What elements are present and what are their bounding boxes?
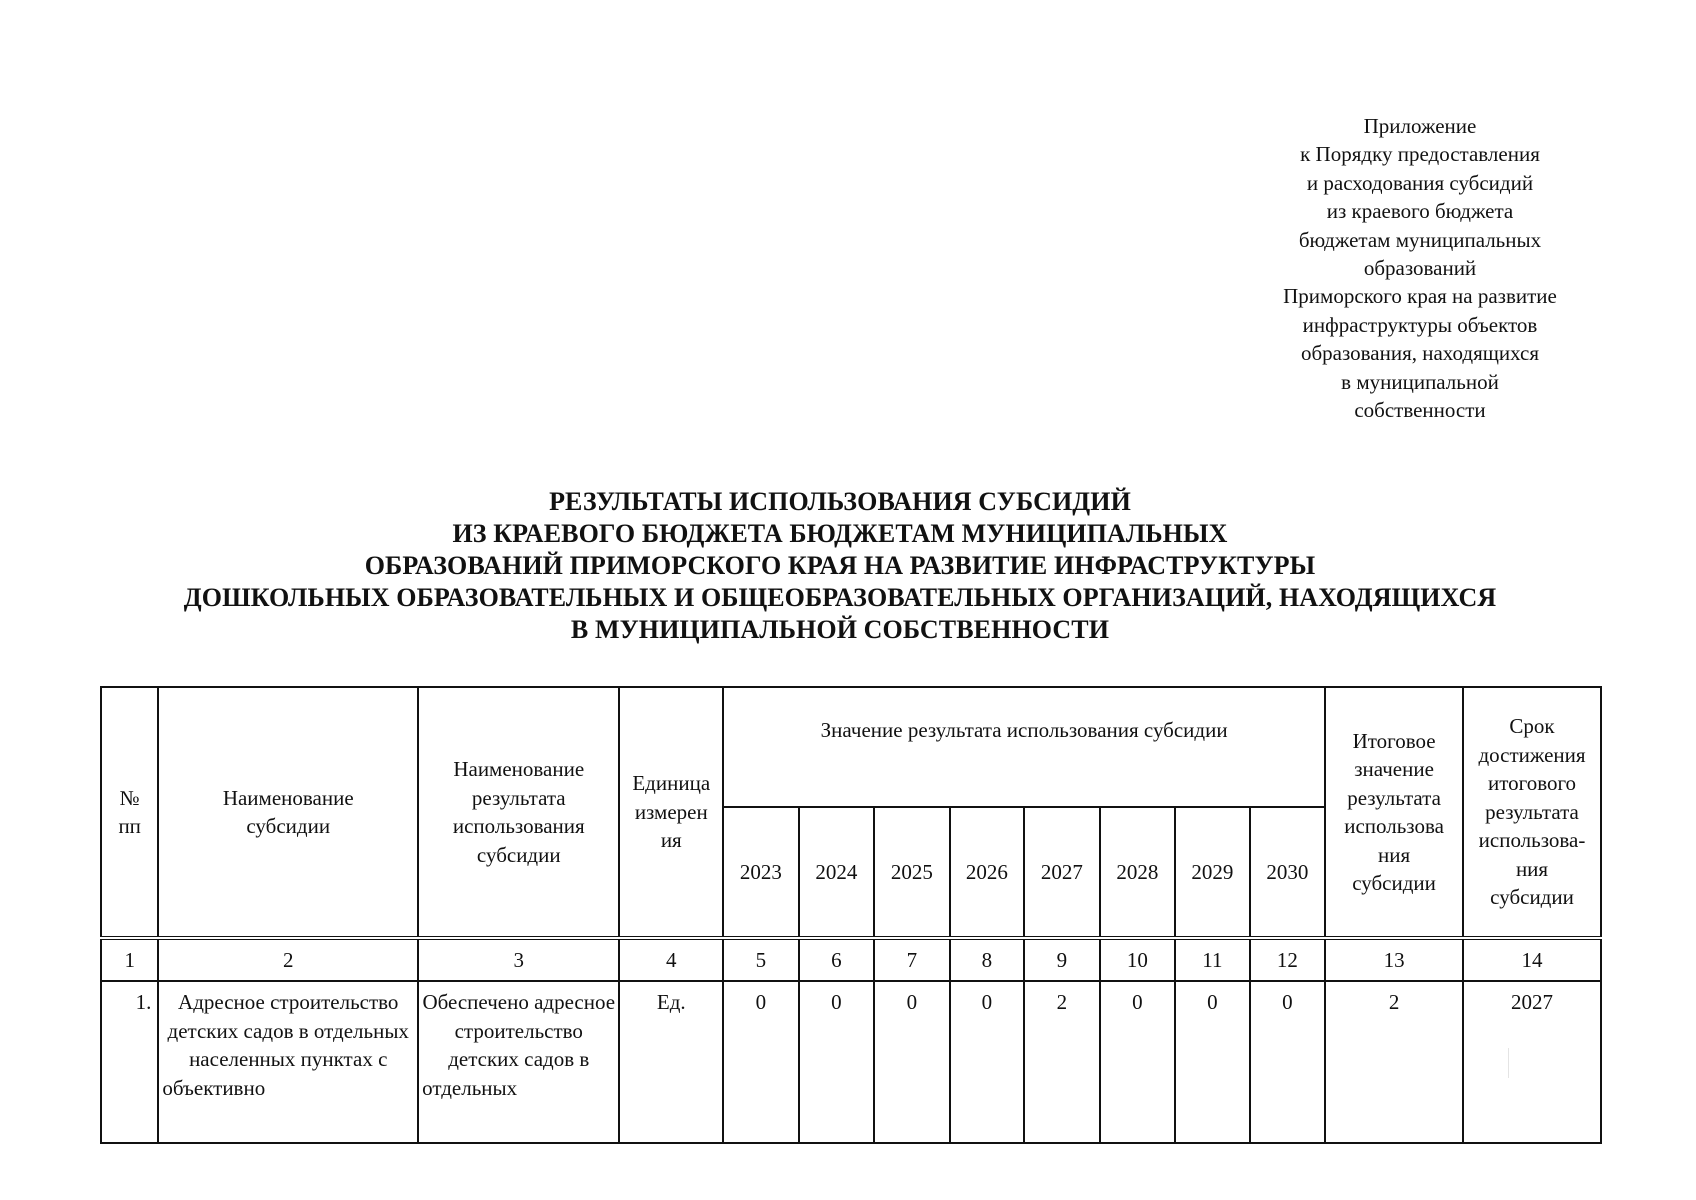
row-unit: Ед.: [619, 981, 723, 1143]
appendix-line: образований: [1363, 256, 1477, 281]
appendix-line: бюджетам муниципальных: [1298, 227, 1542, 252]
header-text: субсидии: [1352, 871, 1436, 895]
column-number: 11: [1175, 938, 1249, 981]
header-text: итогового: [1487, 771, 1577, 796]
row-value-2026: 0: [950, 981, 1024, 1143]
header-unit: [619, 687, 723, 938]
row-value-2023: 0: [723, 981, 799, 1143]
row-value-2025: 0: [874, 981, 950, 1143]
header-text: результата: [1485, 799, 1579, 824]
header-row: [101, 687, 1601, 807]
column-number: 9: [1024, 938, 1100, 981]
header-text: субсидии: [246, 814, 331, 838]
title-line: ОБРАЗОВАНИЙ ПРИМОРСКОГО КРАЯ НА РАЗВИТИЕ ИНФРАСТРУКТУРЫ: [364, 551, 1316, 580]
column-number: 7: [874, 938, 950, 981]
appendix-line: образования, находящихся: [1300, 341, 1540, 366]
header-year: 2029: [1175, 807, 1249, 938]
column-numbers-row: [101, 938, 1601, 981]
appendix-line: к Порядку предоставления: [1300, 142, 1540, 167]
results-table: [100, 686, 1602, 1144]
row-result-name: Обеспечено адресное строительство детских садов в отдельных: [418, 981, 619, 1143]
row-subsidy-name: Адресное строительство детских садов в отдельных населенных пунктах с объективно: [158, 981, 418, 1143]
header-text: использования: [452, 814, 585, 838]
header-text: результата: [1347, 785, 1441, 810]
table-row: [101, 981, 1601, 1143]
header-text: Срок: [1509, 714, 1555, 739]
header-text: использова-: [1478, 828, 1586, 853]
header-text: измерен: [634, 799, 708, 824]
row-value-2029: 0: [1175, 981, 1249, 1143]
row-value-2028: 0: [1100, 981, 1176, 1143]
appendix-line: собственности: [1354, 398, 1486, 423]
row-value-2027: 2: [1024, 981, 1100, 1143]
column-number: 3: [418, 938, 619, 981]
title-line: ИЗ КРАЕВОГО БЮДЖЕТА БЮДЖЕТАМ МУНИЦИПАЛЬНЫХ: [452, 519, 1228, 548]
header-text: №: [119, 785, 140, 810]
header-year: 2025: [874, 807, 950, 938]
header-text: ния: [1515, 856, 1549, 881]
scan-artifact: [1508, 1048, 1509, 1078]
header-deadline: [1463, 687, 1601, 938]
header-text: Наименование: [222, 785, 354, 810]
column-number: 13: [1325, 938, 1463, 981]
header-year: 2030: [1250, 807, 1326, 938]
title-line: ДОШКОЛЬНЫХ ОБРАЗОВАТЕЛЬНЫХ И ОБЩЕОБРАЗОВАТЕЛЬНЫХ ОРГАНИЗАЦИЙ, НАХОДЯЩИХСЯ: [183, 583, 1497, 612]
appendix-line: Приложение: [1363, 114, 1477, 138]
header-text: субсидии: [476, 842, 561, 867]
header-text: субсидии: [1490, 885, 1574, 910]
header-text: достижения: [1478, 742, 1586, 767]
row-total: 2: [1325, 981, 1463, 1143]
header-year: 2024: [799, 807, 875, 938]
document-title: [60, 486, 1620, 646]
header-text: результата: [471, 785, 566, 810]
header-year: 2028: [1100, 807, 1176, 938]
column-number: 6: [799, 938, 875, 981]
column-number: 14: [1463, 938, 1601, 981]
column-number: 2: [158, 938, 418, 981]
header-total: [1325, 687, 1463, 938]
column-number: 10: [1100, 938, 1176, 981]
column-number: 12: [1250, 938, 1326, 981]
column-number: 4: [619, 938, 723, 981]
row-number: 1.: [101, 981, 158, 1143]
header-result-name: [418, 687, 619, 938]
header-text: Итоговое: [1352, 728, 1436, 753]
title-line: РЕЗУЛЬТАТЫ ИСПОЛЬЗОВАНИЯ СУБСИДИЙ: [549, 487, 1131, 516]
header-num: [101, 687, 158, 938]
header-subsidy-name: [158, 687, 418, 938]
header-text: использова: [1344, 814, 1444, 838]
column-number: 8: [950, 938, 1024, 981]
appendix-line: Приморского края на развитие: [1283, 284, 1557, 309]
appendix-line: и расходования субсидий: [1306, 170, 1534, 195]
header-text: ния: [1378, 842, 1411, 867]
row-value-2030: 0: [1250, 981, 1326, 1143]
header-year: 2026: [950, 807, 1024, 938]
header-text: Наименование: [453, 757, 585, 781]
appendix-header: [1240, 112, 1600, 424]
appendix-line: в муниципальной: [1341, 369, 1499, 394]
appendix-line: из краевого бюджета: [1326, 199, 1514, 224]
appendix-line: инфраструктуры объектов: [1302, 312, 1538, 337]
header-year: 2023: [723, 807, 799, 938]
row-value-2024: 0: [799, 981, 875, 1143]
header-year: 2027: [1024, 807, 1100, 938]
header-text: пп: [118, 814, 141, 838]
column-number: 5: [723, 938, 799, 981]
header-text: значение: [1354, 757, 1434, 781]
header-text: Единица: [632, 771, 711, 796]
title-line: В МУНИЦИПАЛЬНОЙ СОБСТВЕННОСТИ: [570, 615, 1110, 644]
header-value-group: Значение результата использования субсидии: [723, 687, 1325, 807]
header-text: ия: [660, 828, 682, 853]
column-number: 1: [101, 938, 158, 981]
row-deadline: 2027: [1463, 981, 1601, 1143]
